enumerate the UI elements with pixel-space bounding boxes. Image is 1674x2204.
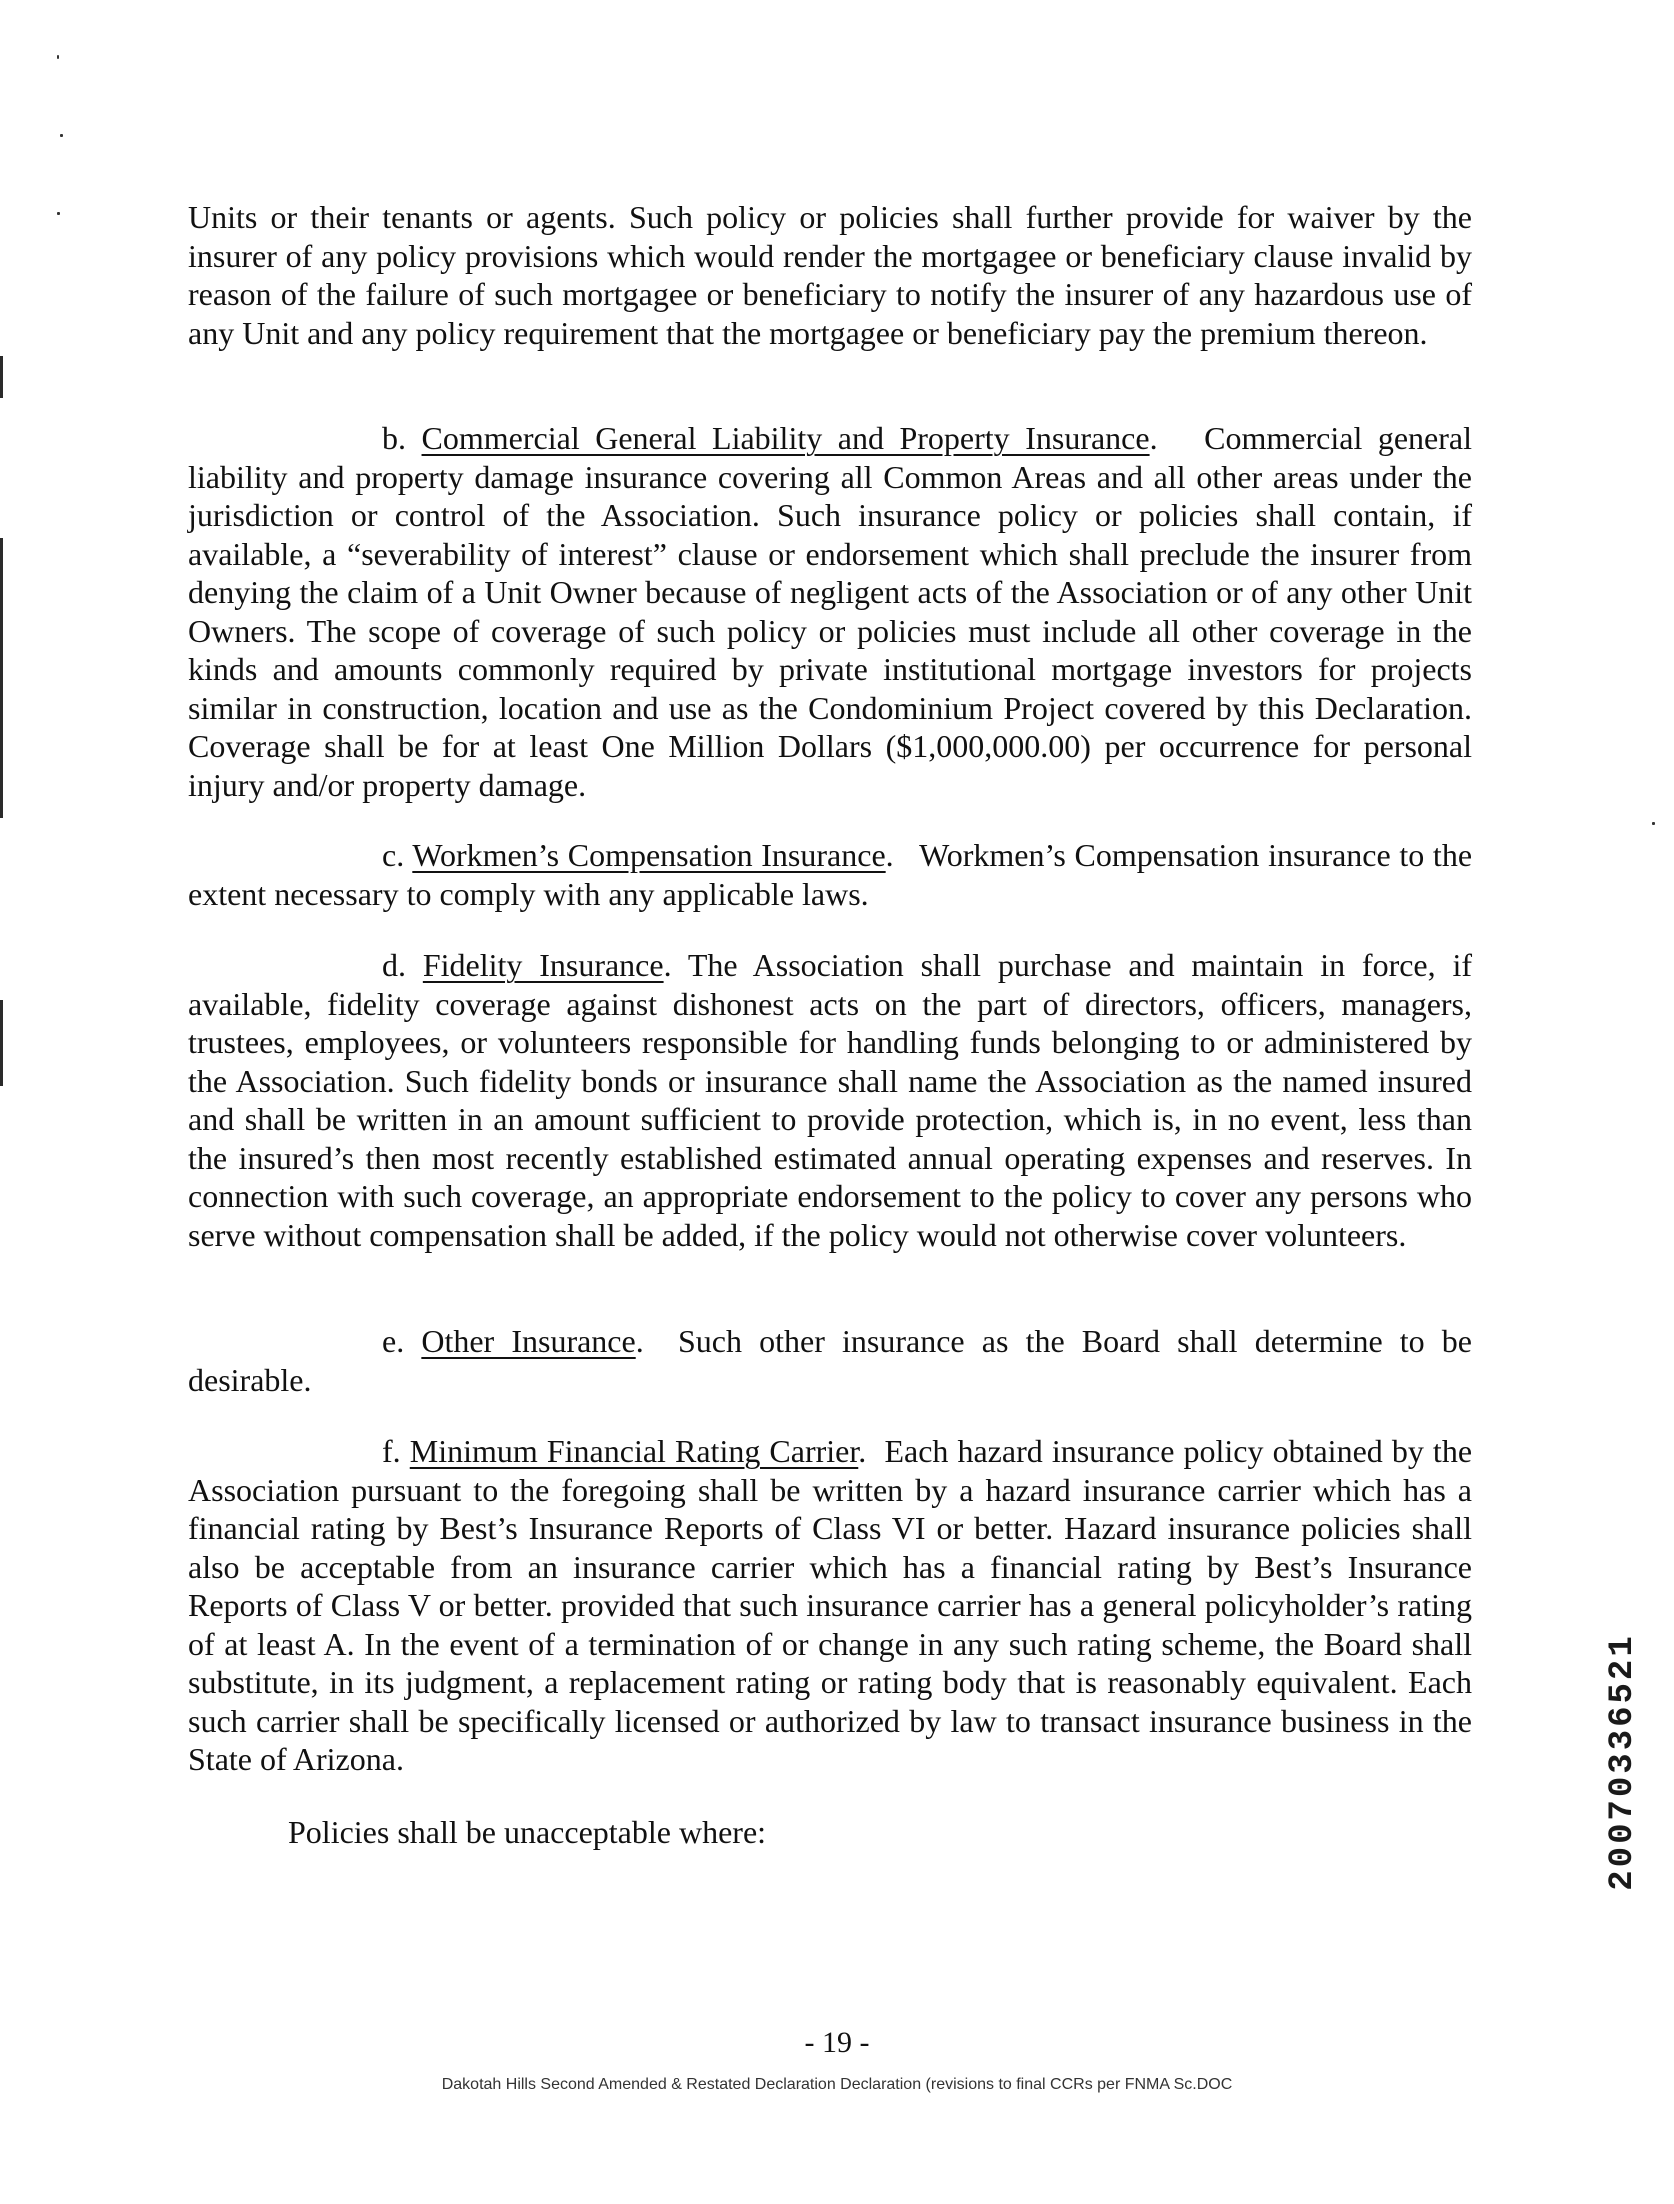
paragraph-body: Such other insurance as the Board shall determine to be desirable. bbox=[188, 1323, 1473, 1398]
paragraph-e: e. Other Insurance. Such other insurance as the Board shall determine to be desirable. bbox=[188, 1323, 1473, 1398]
paragraph-label: f. bbox=[382, 1433, 401, 1469]
paragraph-f: f. Minimum Financial Rating Carrier. Each hazard insurance policy obtained by the Association pursuant to the foregoing shall be written by a hazard insurance carrier which has a financial rating by Best’s Insurance Reports of Class VI or better. Hazard insurance policies shall also be acceptable from an insurance carrier which has a financial rating by Best’s Insurance Reports of Class V or better. provided that such insurance carrier has a general policyholder’s rating of at least A. In the event of a termination of or change in any such rating scheme, the Board shall substitute, in its judgment, a replacement rating or rating body that is reasonably equivalent. Each such carrier shall be specifically licensed or authorized by law to transact insurance business in the State of Arizona. bbox=[188, 1433, 1473, 1777]
paragraph-body: Commercial general liability and property damage insurance covering all Common Areas and all other areas under the jurisdiction or control of the Association. Such insurance policy or policies shall contain, if available, a “severability of interest” clause or endorsement which shall preclude the insurer from denying the claim of a Unit Owner because of negligent acts of the Association or of any other Unit Owners. The scope of coverage of such policy or policies must include all other coverage in the kinds and amounts commonly required by private institutional mortgage investors for projects similar in construction, location and use as the Condominium Project covered by this Declaration. Coverage shall be for at least One Million Dollars ($1,000,000.00) per occurrence for personal injury and/or property damage. bbox=[188, 420, 1473, 803]
recording-number-text: 20070336521 bbox=[1604, 1633, 1642, 1891]
scan-speck bbox=[57, 212, 60, 215]
paragraph-text: Units or their tenants or agents. Such policy or policies shall further provide for waiver by the insurer of any policy provisions which would render the mortgagee or beneficiary clause invalid by reason of the failure of such mortgagee or beneficiary to notify the insurer of any hazardous use of any Unit and any policy requirement that the mortgagee or beneficiary pay the premium thereon. bbox=[188, 199, 1472, 351]
paragraph-label: c. bbox=[382, 837, 405, 873]
recording-number-stamp bbox=[1598, 1582, 1648, 1942]
paragraph-b: b. Commercial General Liability and Property Insurance. Commercial general liability and property damage insurance covering all Common Areas and all other areas under the jurisdiction or control of the Association. Such insurance policy or policies shall contain, if available, a “severability of interest” clause or endorsement which shall preclude the insurer from denying the claim of a Unit Owner because of negligent acts of the Association or of any other Unit Owners. The scope of coverage of such policy or policies must include all other coverage in the kinds and amounts commonly required by private institutional mortgage investors for projects similar in construction, location and use as the Condominium Project covered by this Declaration. Coverage shall be for at least One Million Dollars ($1,000,000.00) per occurrence for personal injury and/or property damage. bbox=[188, 420, 1473, 803]
paragraph-heading: Fidelity Insurance bbox=[422, 947, 664, 983]
paragraph-body: Workmen’s Compensation insurance to the extent necessary to comply with any applicable laws. bbox=[188, 837, 1473, 912]
paragraph-heading: Workmen’s Compensation Insurance bbox=[412, 837, 886, 873]
paragraph-body: Each hazard insurance policy obtained by the Association pursuant to the foregoing shall be written by a hazard insurance carrier which has a financial rating by Best’s Insurance Reports of Class VI or better. Hazard insurance policies shall also be acceptable from an insurance carrier which has a financial rating by Best’s Insurance Reports of Class V or better. provided that such insurance carrier has a general policyholder’s rating of at least A. In the event of a termination of or change in any such rating scheme, the Board shall substitute, in its judgment, a replacement rating or rating body that is reasonably equivalent. Each such carrier shall be specifically licensed or authorized by law to transact insurance business in the State of Arizona. bbox=[188, 1433, 1473, 1777]
paragraph-heading: Commercial General Liability and Property Insurance bbox=[421, 420, 1150, 456]
paragraph-body: The Association shall purchase and maintain in force, if available, fidelity coverage against dishonest acts on the part of directors, officers, managers, trustees, employees, or volunteers responsible for handling funds belonging to or administered by the Association. Such fidelity bonds or insurance shall name the Association as the named insured and shall be written in an amount sufficient to provide protection, which is, in no event, less than the insured’s then most recently established estimated annual operating expenses and reserves. In connection with such coverage, an appropriate endorsement to the policy to cover any persons who serve without compensation shall be added, if the policy would not otherwise cover volunteers. bbox=[188, 947, 1473, 1253]
footer-filename: Dakotah Hills Second Amended & Restated Declaration Declaration (revisions to final CCRs per FNMA Sc.DOC bbox=[441, 2076, 1233, 2093]
page-number: - 19 - bbox=[804, 2026, 870, 2059]
paragraph-heading: Minimum Financial Rating Carrier bbox=[409, 1433, 859, 1469]
policies-text: Policies shall be unacceptable where: bbox=[288, 1814, 767, 1850]
paragraph-continuation bbox=[188, 198, 1472, 352]
paragraph-d: d. Fidelity Insurance. The Association shall purchase and maintain in force, if available, fidelity coverage against dishonest acts on the part of directors, officers, managers, trustees, employees, or volunteers responsible for handling funds belonging to or administered by the Association. Such fidelity bonds or insurance shall name the Association as the named insured and shall be written in an amount sufficient to provide protection, which is, in no event, less than the insured’s then most recently established estimated annual operating expenses and reserves. In connection with such coverage, an appropriate endorsement to the policy to cover any persons who serve without compensation shall be added, if the policy would not otherwise cover volunteers. bbox=[188, 947, 1473, 1253]
paragraph-label: d. bbox=[382, 947, 406, 983]
margin-bar bbox=[0, 1000, 3, 1086]
scan-speck bbox=[57, 55, 59, 59]
paragraph-label: e. bbox=[382, 1323, 405, 1359]
scan-speck bbox=[1652, 822, 1655, 825]
paragraph-label: b. bbox=[382, 420, 406, 456]
margin-bar bbox=[0, 356, 3, 398]
paragraph-c: c. Workmen’s Compensation Insurance. Workmen’s Compensation insurance to the extent necessary to comply with any applicable laws. bbox=[188, 837, 1473, 912]
margin-bar bbox=[0, 538, 3, 818]
scan-speck bbox=[60, 134, 63, 137]
paragraph-heading: Other Insurance bbox=[421, 1323, 636, 1359]
policies-intro bbox=[188, 1813, 1472, 1852]
